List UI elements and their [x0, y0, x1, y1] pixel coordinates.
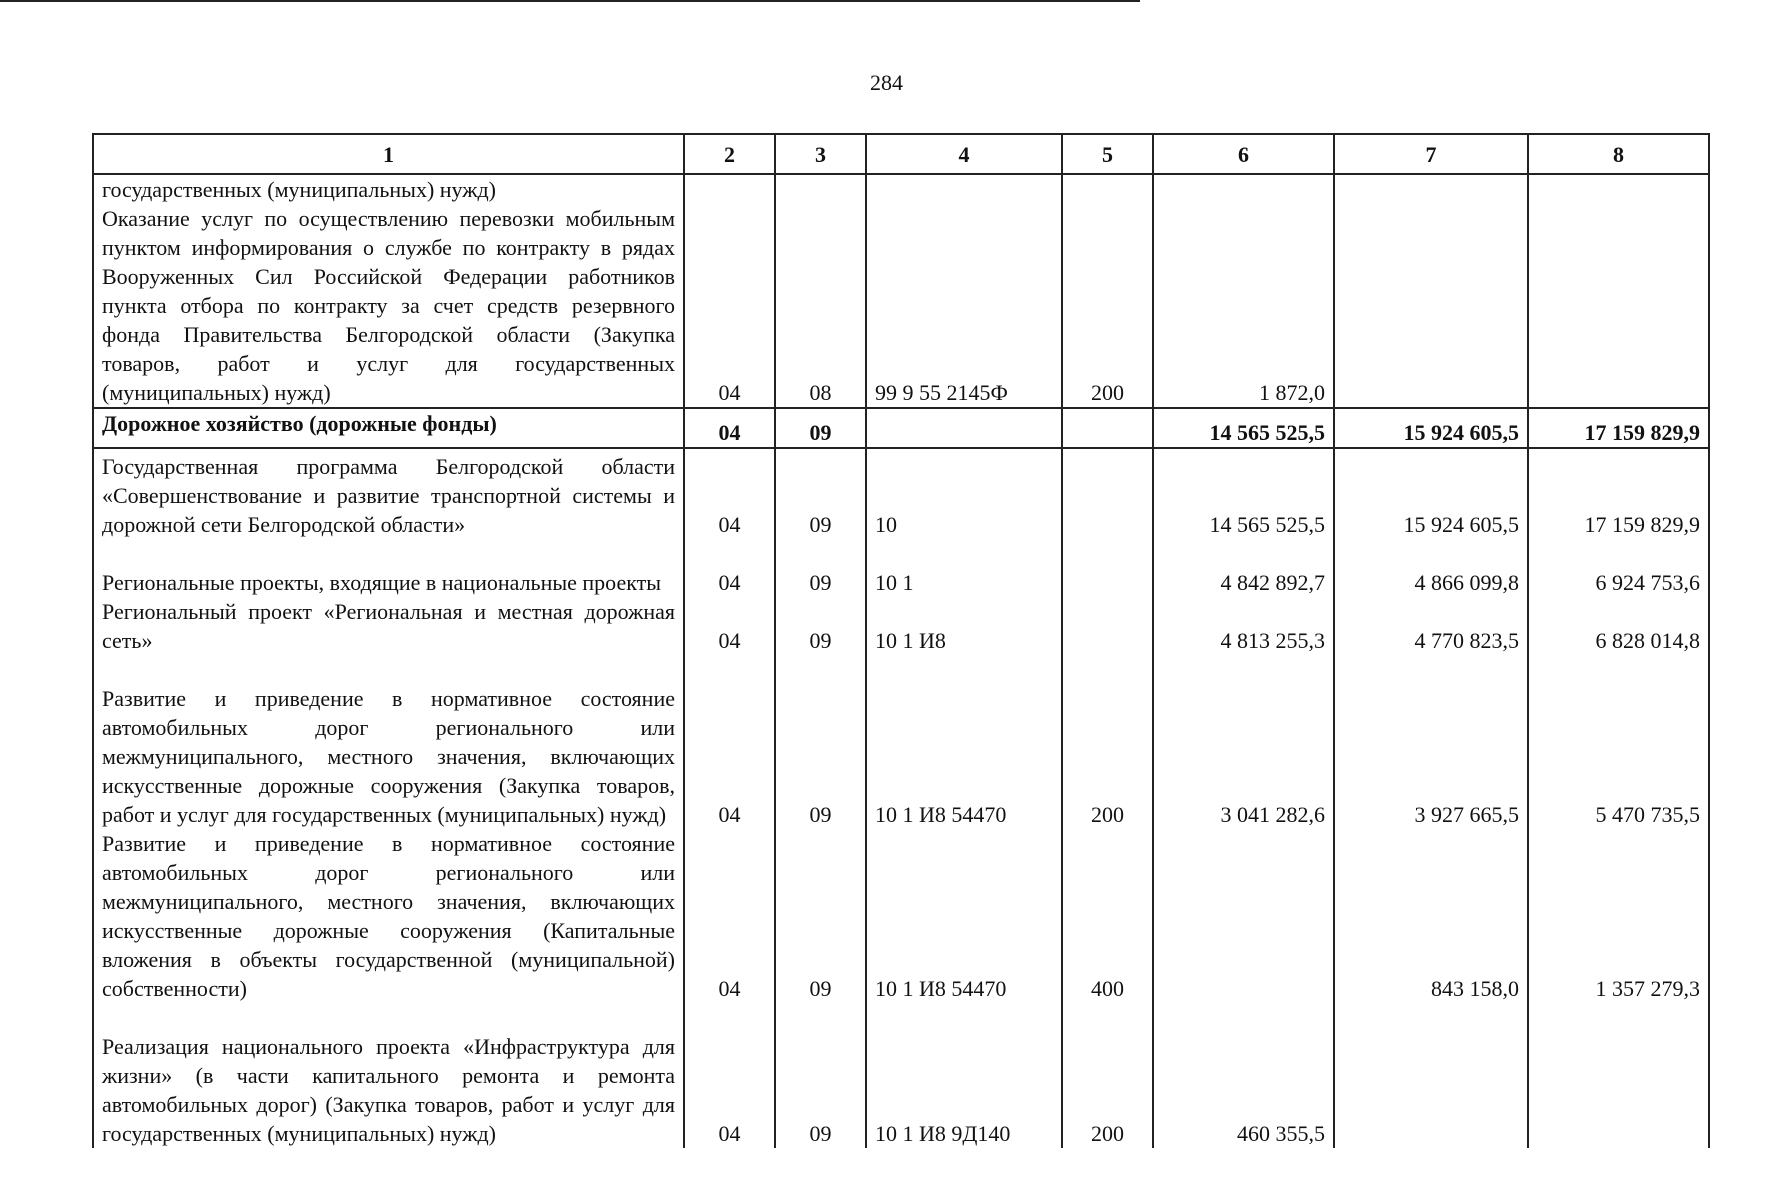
row-section: 04	[684, 597, 775, 655]
row-amount-col8: 6 828 014,8	[1528, 597, 1709, 655]
header-cell: 5	[1062, 134, 1153, 174]
row-subsection: 09	[775, 448, 866, 539]
row-target-article	[866, 408, 1062, 448]
page-number: 284	[870, 70, 903, 95]
row-amount-col6: 14 565 525,5	[1153, 448, 1334, 539]
header-row	[93, 134, 1709, 174]
row-expense-type: 200	[1062, 174, 1153, 408]
row-amount-col6: 4 842 892,7	[1153, 539, 1334, 597]
row-description	[93, 174, 684, 408]
row-expense-type	[1062, 539, 1153, 597]
row-description-text: Оказание услуг по осуществлению перевозки мобильным пунктом информирования о службе по контракту в рядах Вооруженных Сил Российской Федерации работников пункта отбора по контракту за счет средств резервного фонда Правительства Белгородской области (Закупка товаров, работ и услуг для государственных (муниципальных) нужд)	[102, 206, 675, 405]
row-target-article: 10 1	[866, 539, 1062, 597]
row-target-article: 10 1 И8	[866, 597, 1062, 655]
row-subsection: 09	[775, 1003, 866, 1148]
row-amount-col7	[1334, 174, 1528, 408]
row-amount-col6: 460 355,5	[1153, 1003, 1334, 1148]
row-amount-col8: 17 159 829,9	[1528, 408, 1709, 448]
top-rule	[0, 0, 1140, 2]
row-expense-type: 200	[1062, 655, 1153, 829]
row-amount-col6: 14 565 525,5	[1153, 408, 1334, 448]
row-target-article: 10 1 И8 54470	[866, 829, 1062, 1003]
row-subsection: 08	[775, 174, 866, 408]
header-cell: 1	[93, 134, 684, 174]
row-expense-type	[1062, 597, 1153, 655]
row-expense-type	[1062, 408, 1153, 448]
row-amount-col8: 5 470 735,5	[1528, 655, 1709, 829]
row-amount-col7: 843 158,0	[1334, 829, 1528, 1003]
row-section: 04	[684, 829, 775, 1003]
row-description: Развитие и приведение в нормативное состояние автомобильных дорог регионального или межмуниципального, местного значения, включающих искусственные дорожные сооружения (Капитальные вложения в объекты государственной (муниципальной) собственности)	[93, 829, 684, 1003]
table-row	[93, 655, 1709, 829]
row-amount-col7	[1334, 1003, 1528, 1148]
row-amount-col8	[1528, 1003, 1709, 1148]
row-target-article: 10 1 И8 54470	[866, 655, 1062, 829]
row-subsection: 09	[775, 408, 866, 448]
header-cell: 8	[1528, 134, 1709, 174]
table-row	[93, 1003, 1709, 1148]
header-cell: 6	[1153, 134, 1334, 174]
budget-table	[92, 133, 1710, 1148]
row-amount-col8	[1528, 174, 1709, 408]
table-row	[93, 174, 1709, 408]
row-section: 04	[684, 174, 775, 408]
row-section: 04	[684, 408, 775, 448]
row-expense-type: 400	[1062, 829, 1153, 1003]
table-row	[93, 597, 1709, 655]
row-amount-col7: 15 924 605,5	[1334, 448, 1528, 539]
header-cell: 2	[684, 134, 775, 174]
row-section: 04	[684, 655, 775, 829]
row-amount-col8: 17 159 829,9	[1528, 448, 1709, 539]
section-title: Дорожное хозяйство (дорожные фонды)	[93, 408, 684, 448]
row-amount-col7: 3 927 665,5	[1334, 655, 1528, 829]
table-row	[93, 829, 1709, 1003]
row-section: 04	[684, 539, 775, 597]
row-target-article: 10	[866, 448, 1062, 539]
row-subsection: 09	[775, 597, 866, 655]
header-cell: 4	[866, 134, 1062, 174]
row-description: Развитие и приведение в нормативное состояние автомобильных дорог регионального или межмуниципального, местного значения, включающих искусственные дорожные сооружения (Закупка товаров, работ и услуг для государственных (муниципальных) нужд)	[93, 655, 684, 829]
row-expense-type	[1062, 448, 1153, 539]
row-subsection: 09	[775, 539, 866, 597]
row-expense-type: 200	[1062, 1003, 1153, 1148]
table-row	[93, 539, 1709, 597]
row-description: Региональные проекты, входящие в национальные проекты	[93, 539, 684, 597]
header-cell: 3	[775, 134, 866, 174]
row-amount-col7: 4 866 099,8	[1334, 539, 1528, 597]
row-amount-col8: 1 357 279,3	[1528, 829, 1709, 1003]
row-amount-col6: 3 041 282,6	[1153, 655, 1334, 829]
row-target-article: 10 1 И8 9Д140	[866, 1003, 1062, 1148]
header-cell: 7	[1334, 134, 1528, 174]
row-description: Государственная программа Белгородской области «Совершенствование и развитие транспортной системы и дорожной сети Белгородской области»	[93, 448, 684, 539]
row-amount-col6: 4 813 255,3	[1153, 597, 1334, 655]
row-subsection: 09	[775, 655, 866, 829]
row-target-article: 99 9 55 2145Ф	[866, 174, 1062, 408]
row-amount-col8: 6 924 753,6	[1528, 539, 1709, 597]
table-row	[93, 448, 1709, 539]
row-section: 04	[684, 448, 775, 539]
row-amount-col7: 4 770 823,5	[1334, 597, 1528, 655]
row-description-continued: государственных (муниципальных) нужд)	[102, 177, 496, 202]
row-amount-col7: 15 924 605,5	[1334, 408, 1528, 448]
row-amount-col6: 1 872,0	[1153, 174, 1334, 408]
row-amount-col6	[1153, 829, 1334, 1003]
section-row	[93, 408, 1709, 448]
row-description: Реализация национального проекта «Инфраструктура для жизни» (в части капитального ремонта и ремонта автомобильных дорог) (Закупка товаров, работ и услуг для государственных (муниципальных) нужд)	[93, 1003, 684, 1148]
row-subsection: 09	[775, 829, 866, 1003]
row-description: Региональный проект «Региональная и местная дорожная сеть»	[93, 597, 684, 655]
row-section: 04	[684, 1003, 775, 1148]
